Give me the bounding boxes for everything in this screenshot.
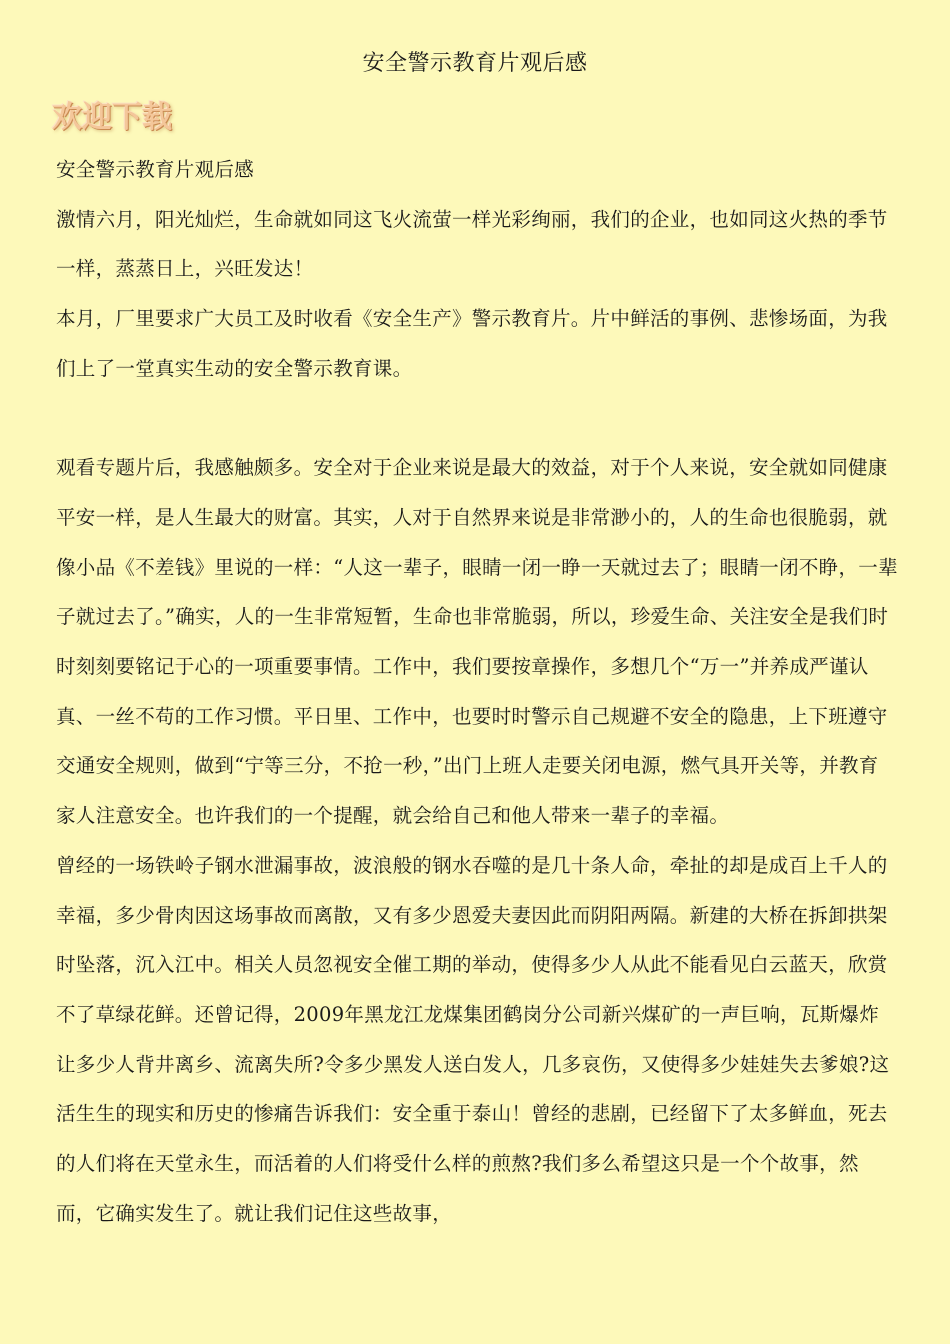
paragraph: 激情六月，阳光灿烂，生命就如同这飞火流萤一样光彩绚丽，我们的企业，也如同这火热的季节一样，蒸蒸日上，兴旺发达！ bbox=[56, 207, 888, 281]
document-subtitle: 安全警示教育片观后感 bbox=[56, 158, 255, 181]
document-title: 安全警示教育片观后感 bbox=[362, 51, 588, 76]
paragraph: 观看专题片后，我感触颇多。安全对于企业来说是最大的效益，对于个人来说，安全就如同健康平安一样，是人生最大的财富。其实，人对于自然界来说是非常渺小的，人的生命也很脆弱，就像小品《不差钱》里说的一样：“人这一辈子，眼睛一闭一睁一天就过去了；眼睛一闭不睁，一辈子就过去了。”确实，人的一生非常短暂，生命也非常脆弱，所以，珍爱生命、关注安全是我们时时刻刻要铭记于心的一项重要事情。工作中，我们要按章操作，多想几个“万一”并养成严谨认真、一丝不苟的工作习惯。平日里、工作中，也要时时警示自己规避不安全的隐患，上下班遵守交通安全规则，做到“宁等三分，不抢一秒，”出门上班人走要关闭电源，燃气具开关等，并教育家人注意安全。也许我们的一个提醒，就会给自己和他人带来一辈子的幸福。 bbox=[56, 456, 898, 828]
document-body bbox=[56, 145, 898, 1238]
paragraph-spacer bbox=[56, 394, 898, 444]
welcome-download-logo: 欢迎下载 bbox=[52, 100, 172, 135]
paragraph: 曾经的一场铁岭子钢水泄漏事故，波浪般的钢水吞噬的是几十条人命，牵扯的却是成百上千人的幸福，多少骨肉因这场事故而离散，又有多少恩爱夫妻因此而阴阳两隔。新建的大桥在拆卸拱架时坠落，沉入江中。相关人员忽视安全催工期的举动，使得多少人从此不能看见白云蓝天，欣赏不了草绿花鲜。还曾记得，2009年黑龙江龙煤集团鹤岗分公司新兴煤矿的一声巨响，瓦斯爆炸让多少人背井离乡、流离失所?令多少黑发人送白发人，几多哀伤，又使得多少娃娃失去爹娘?这活生生的现实和历史的惨痛告诉我们：安全重于泰山！曾经的悲剧，已经留下了太多鲜血，死去的人们将在天堂永生，而活着的人们将受什么样的煎熬?我们多么希望这只是一个个故事，然而，它确实发生了。就让我们记住这些故事， bbox=[56, 853, 890, 1225]
paragraph: 本月，厂里要求广大员工及时收看《安全生产》警示教育片。片中鲜活的事例、悲惨场面，为我们上了一堂真实生动的安全警示教育课。 bbox=[56, 307, 888, 380]
